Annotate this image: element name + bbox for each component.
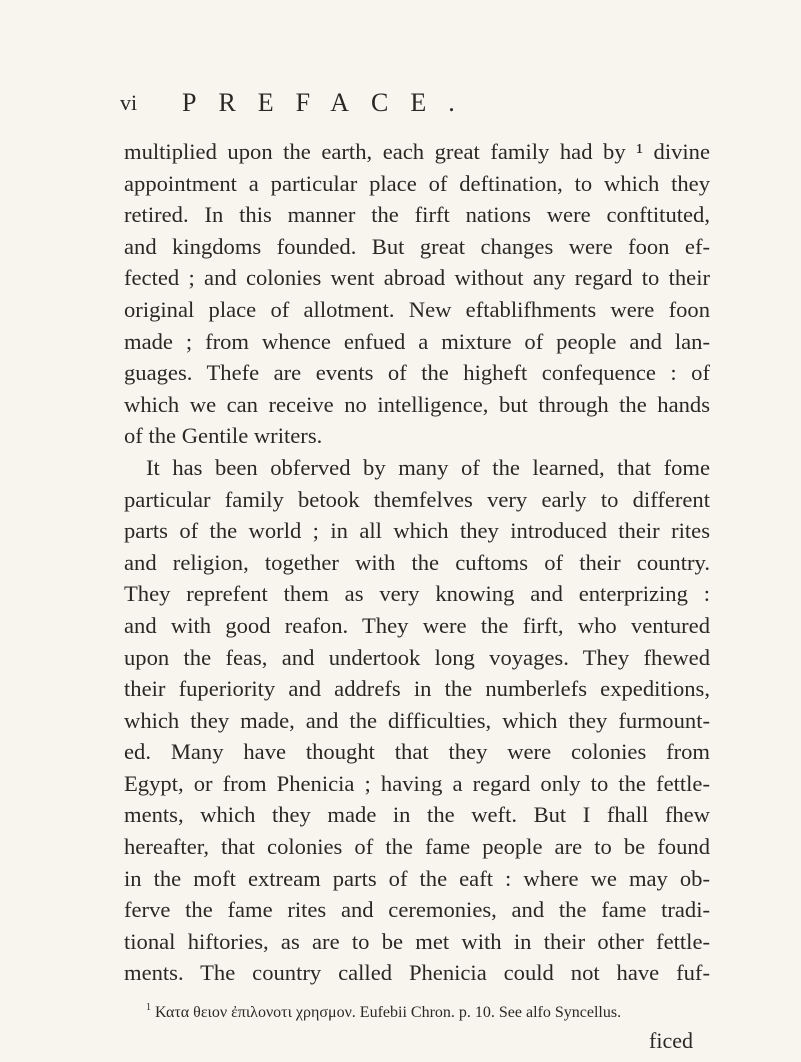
text-line: ments, which they made in the weft. But I fhall fhew [124, 802, 710, 828]
text-line: tional hiftories, as are to be met with in their other fettle- [124, 928, 710, 954]
text-line: and with good reafon. They were the firft, who ventured [124, 612, 710, 638]
text-line: and kingdoms founded. But great changes were foon ef- [124, 233, 710, 259]
footnote-mark: 1 [146, 1002, 151, 1013]
text-line: hereafter, that colonies of the fame people are to be found [124, 834, 710, 860]
footnote [146, 1004, 621, 1022]
text-line: appointment a particular place of deftination, to which they [124, 170, 710, 196]
footnote-text: Κατα θειον ἐπιλονοτι χρησμον. Eufebii Chron. p. 10. See alfo Syncellus. [155, 1004, 622, 1021]
page-header [120, 88, 680, 118]
text-line: It has been obferved by many of the learned, that fome [146, 454, 710, 480]
text-line: and religion, together with the cuftoms of their country. [124, 549, 710, 575]
body-text [124, 136, 710, 989]
page-number: vi [120, 90, 138, 115]
text-line: Egypt, or from Phenicia ; having a regard only to the fettle- [124, 770, 710, 796]
text-line: their fuperiority and addrefs in the numberlefs expeditions, [124, 676, 710, 702]
text-line: ments. The country called Phenicia could not have fuf- [124, 960, 710, 986]
text-line: which we can receive no intelligence, but through the hands [124, 391, 710, 417]
running-title: PREFACE. [182, 88, 477, 117]
text-line: made ; from whence enfued a mixture of people and lan- [124, 328, 710, 354]
text-line: guages. Thefe are events of the higheft confequence : of [124, 360, 710, 386]
text-line: ed. Many have thought that they were colonies from [124, 739, 710, 765]
text-line: of the Gentile writers. [124, 423, 323, 449]
text-line: ferve the fame rites and ceremonies, and the fame tradi- [124, 897, 710, 923]
text-line: in the moft extream parts of the eaft : where we may ob- [124, 865, 710, 891]
text-line: multiplied upon the earth, each great family had by ¹ divine [124, 139, 710, 164]
text-line: upon the feas, and undertook long voyages. They fhewed [124, 644, 710, 670]
text-line: particular family betook themfelves very early to different [124, 486, 710, 512]
text-line: They reprefent them as very knowing and enterprizing : [124, 581, 710, 607]
text-line: original place of allotment. New eftablifhments were foon [124, 296, 710, 322]
text-line: parts of the world ; in all which they introduced their rites [124, 518, 710, 544]
catchword: ficed [649, 1028, 693, 1053]
text-line: retired. In this manner the firft nations were conftituted, [124, 202, 710, 228]
text-line: fected ; and colonies went abroad without any regard to their [124, 265, 710, 291]
text-line: which they made, and the difficulties, which they furmount- [124, 707, 710, 733]
